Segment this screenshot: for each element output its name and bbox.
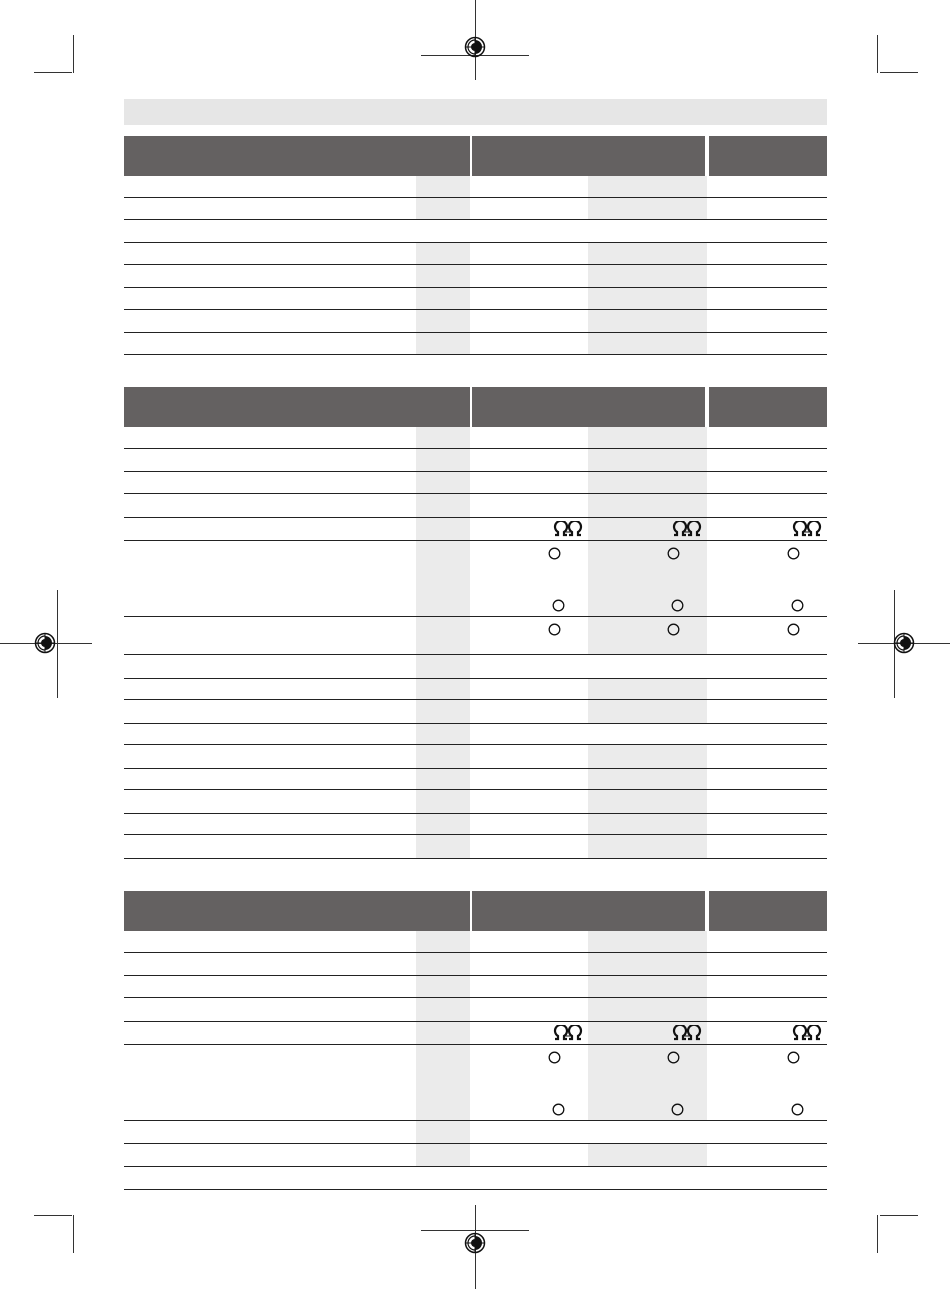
registration-mark-icon bbox=[464, 36, 486, 58]
header-cell bbox=[709, 891, 827, 931]
crop-mark bbox=[73, 35, 74, 73]
crop-mark bbox=[877, 1215, 878, 1253]
table-row bbox=[124, 617, 827, 655]
circle-icon bbox=[548, 623, 561, 636]
table-row bbox=[124, 310, 827, 333]
table-row bbox=[124, 931, 827, 953]
table-row bbox=[124, 1022, 827, 1045]
table-row bbox=[124, 427, 827, 449]
circle-icon bbox=[671, 599, 684, 612]
table-row bbox=[124, 1144, 827, 1167]
table-row bbox=[124, 814, 827, 835]
table-row bbox=[124, 243, 827, 265]
circle-icon bbox=[548, 547, 561, 560]
header-cell bbox=[124, 891, 470, 931]
table-row bbox=[124, 998, 827, 1022]
row-divider bbox=[124, 354, 827, 355]
table-row bbox=[124, 1045, 827, 1121]
circle-icon bbox=[667, 547, 680, 560]
header-cell bbox=[472, 891, 705, 931]
circle-icon bbox=[667, 1051, 680, 1064]
registration-mark-icon bbox=[464, 1232, 486, 1254]
table-row bbox=[124, 494, 827, 518]
table-row bbox=[124, 745, 827, 769]
table-row bbox=[124, 1167, 827, 1190]
crop-mark bbox=[57, 590, 58, 698]
table-row bbox=[124, 724, 827, 745]
crop-mark bbox=[880, 1215, 918, 1216]
table-row bbox=[124, 176, 827, 198]
circle-icon bbox=[791, 1103, 804, 1116]
table-header bbox=[124, 891, 827, 931]
ohm-pair-icon bbox=[552, 1025, 584, 1041]
row-divider bbox=[124, 1189, 827, 1190]
table-row bbox=[124, 449, 827, 472]
ohm-pair-icon bbox=[671, 1025, 703, 1041]
table-row bbox=[124, 700, 827, 724]
crop-mark bbox=[421, 1230, 529, 1231]
table-row bbox=[124, 288, 827, 310]
header-cell bbox=[472, 387, 705, 427]
table-row bbox=[124, 790, 827, 814]
crop-mark bbox=[73, 1215, 74, 1253]
table-row bbox=[124, 541, 827, 617]
circle-icon bbox=[667, 623, 680, 636]
table-row bbox=[124, 198, 827, 220]
header-cell bbox=[124, 136, 470, 176]
circle-icon bbox=[787, 547, 800, 560]
table-row bbox=[124, 333, 827, 355]
ohm-pair-icon bbox=[791, 1025, 823, 1041]
circle-icon bbox=[671, 1103, 684, 1116]
ohm-pair-icon bbox=[791, 521, 823, 537]
circle-icon bbox=[791, 599, 804, 612]
table-row bbox=[124, 1121, 827, 1144]
crop-mark bbox=[34, 72, 72, 73]
circle-icon bbox=[787, 1051, 800, 1064]
header-cell bbox=[709, 136, 827, 176]
table-row bbox=[124, 518, 827, 541]
table-header bbox=[124, 136, 827, 176]
row-divider bbox=[124, 858, 827, 859]
header-cell bbox=[124, 387, 470, 427]
table-row bbox=[124, 679, 827, 700]
table-row bbox=[124, 655, 827, 679]
crop-mark bbox=[34, 1215, 72, 1216]
circle-icon bbox=[787, 623, 800, 636]
table-row bbox=[124, 953, 827, 976]
header-cell bbox=[709, 387, 827, 427]
header-cell bbox=[472, 136, 705, 176]
ohm-pair-icon bbox=[671, 521, 703, 537]
circle-icon bbox=[548, 1051, 561, 1064]
table-row bbox=[124, 265, 827, 288]
table-row bbox=[124, 769, 827, 790]
table-row bbox=[124, 220, 827, 243]
table-header bbox=[124, 387, 827, 427]
ohm-pair-icon bbox=[552, 521, 584, 537]
table-row bbox=[124, 976, 827, 998]
circle-icon bbox=[552, 599, 565, 612]
crop-mark bbox=[877, 35, 878, 73]
circle-icon bbox=[552, 1103, 565, 1116]
registration-mark-icon bbox=[893, 632, 915, 654]
crop-mark bbox=[880, 72, 918, 73]
registration-mark-icon bbox=[34, 632, 56, 654]
page-header-bar bbox=[124, 99, 827, 125]
table-row bbox=[124, 472, 827, 494]
table-row bbox=[124, 835, 827, 859]
